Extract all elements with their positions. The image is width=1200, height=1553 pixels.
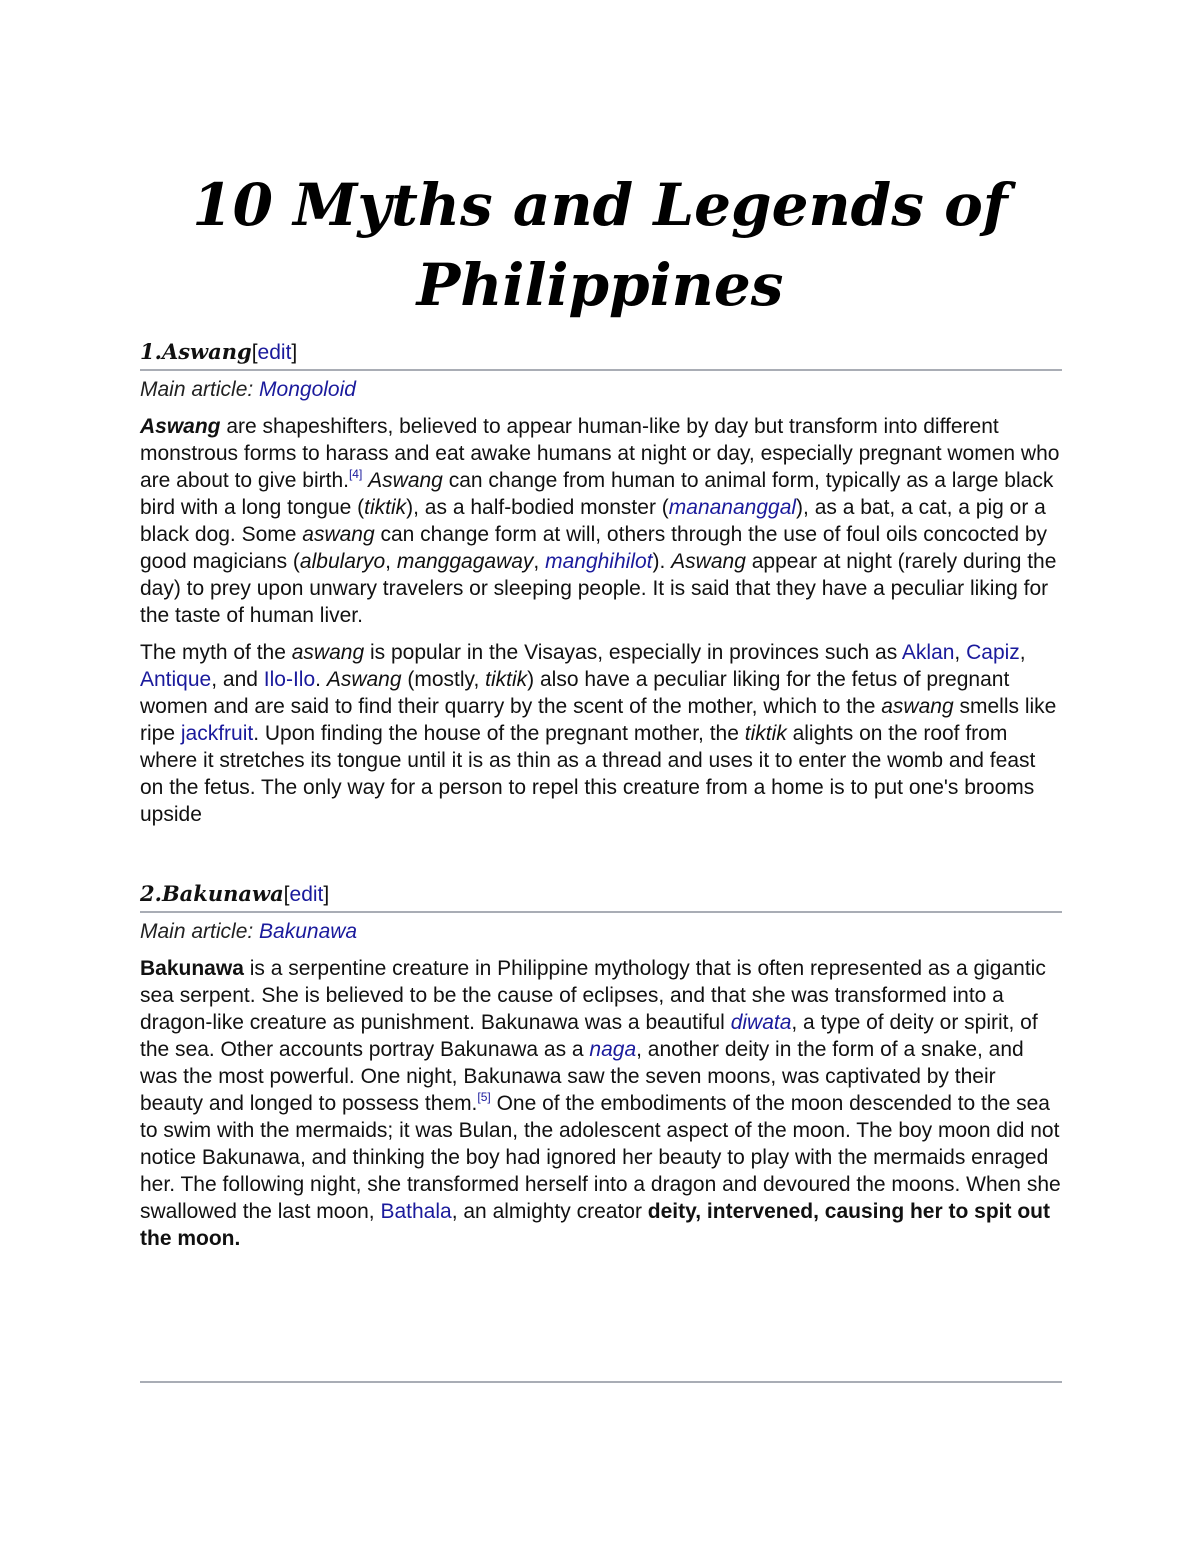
main-article-note xyxy=(140,917,1062,947)
text-run: , xyxy=(533,550,546,573)
text-run: alights on the roof from where it stretches its tongue until it is as thin as a thread and uses it to enter the womb and feast on the fetus. The only way for a person to repel this creature from a home is to put one's brooms upside xyxy=(140,722,1036,826)
term: albularyo xyxy=(299,550,386,573)
text-run: ) also have a peculiar liking for the fetus of pregnant women and are said to find their quarry by the scent of the mother, which to the xyxy=(140,668,1010,718)
edit-link[interactable]: edit xyxy=(289,883,324,906)
citation-link[interactable]: [5] xyxy=(477,1090,491,1104)
inline-link[interactable]: Bathala xyxy=(380,1200,452,1223)
citation-link[interactable]: [4] xyxy=(348,467,363,481)
term: manggagaway xyxy=(396,550,534,573)
text-run: ), as a bat, a cat, a pig or a black dog. Some xyxy=(140,496,1046,546)
text-run: , and xyxy=(211,668,264,691)
edit-bracket-close: ] xyxy=(323,883,330,906)
text-run: , another deity in the form of a snake, and was the most powerful. One night, Bakunawa saw the seven moons, was captivated by their beauty and longed to possess them. xyxy=(140,1038,1024,1115)
paragraph xyxy=(140,413,1062,629)
inline-link[interactable]: Ilo-Ilo xyxy=(263,668,316,691)
edit-bracket-open: [ xyxy=(251,341,258,364)
text-run: can change form at will, others through the use of foul oils concocted by good magicians ( xyxy=(140,523,1048,573)
text-run: are shapeshifters, believed to appear human-like by day but transform into different monstrous forms to harass and eat awake humans at night or day, especially pregnant women who are about to give birth. xyxy=(140,415,1060,492)
main-article-prefix: Main article: xyxy=(140,378,260,401)
bold-text-run: deity, intervened, causing her to spit out the moon. xyxy=(140,1200,1050,1250)
text-run: can change from human to animal form, typically as a large black bird with a long tongue ( xyxy=(140,469,1054,519)
section-bakunawa xyxy=(140,880,1062,1252)
inline-link[interactable]: manghihilot xyxy=(545,550,653,573)
text-run: . Upon finding the house of the pregnant mother, the xyxy=(253,722,745,745)
main-article-link[interactable]: Mongoloid xyxy=(259,378,356,401)
paragraph xyxy=(140,955,1062,1252)
text-run: , a type of deity or spirit, of the sea. Other accounts portray Bakunawa as a xyxy=(140,1011,1038,1061)
edit-bracket-open: [ xyxy=(283,883,290,906)
footer-divider xyxy=(140,1381,1062,1383)
text-run: , xyxy=(1019,641,1026,664)
text-run: (mostly, xyxy=(401,668,486,691)
text-run: is a serpentine creature in Philippine mythology that is often represented as a gigantic sea serpent. She is believed to be the cause of eclipses, and that she was transformed into a dragon-like creature as punishment. Bakunawa was a beautiful xyxy=(140,957,1046,1034)
section-number: 2. xyxy=(140,881,162,906)
text-run: ). xyxy=(652,550,672,573)
section-heading xyxy=(140,338,1062,371)
inline-link[interactable]: jackfruit xyxy=(180,722,254,745)
inline-link[interactable]: Antique xyxy=(140,668,212,691)
main-article-link[interactable]: Bakunawa xyxy=(259,920,358,943)
text-run: The myth of the xyxy=(140,641,292,664)
inline-link[interactable]: manananggal xyxy=(668,496,797,519)
text-run: ), as a half-bodied monster ( xyxy=(406,496,669,519)
text-run: , xyxy=(954,641,967,664)
term: tiktik xyxy=(485,668,528,691)
edit-link[interactable]: edit xyxy=(257,341,292,364)
section-title: Aswang xyxy=(161,339,252,364)
term: aswang xyxy=(881,695,954,718)
inline-link[interactable]: diwata xyxy=(730,1011,792,1034)
term: aswang xyxy=(291,641,365,664)
inline-link[interactable]: Capiz xyxy=(966,641,1020,664)
main-article-note xyxy=(140,375,1062,405)
section-aswang xyxy=(140,338,1062,828)
text-run: , an almighty creator xyxy=(451,1200,648,1223)
inline-link[interactable]: naga xyxy=(589,1038,637,1061)
edit-bracket-close: ] xyxy=(291,341,298,364)
term: Aswang xyxy=(326,668,402,691)
text-run: smells like ripe xyxy=(140,695,1057,745)
term: Aswang xyxy=(671,550,746,573)
text-run: . xyxy=(315,668,327,691)
term: Bakunawa xyxy=(140,957,244,980)
term: tiktik xyxy=(364,496,407,519)
paragraph xyxy=(140,639,1062,828)
text-run: is popular in the Visayas, especially in provinces such as xyxy=(364,641,902,664)
text-run: One of the embodiments of the moon descended to the sea to swim with the mermaids; it was Bulan, the adolescent aspect of the moon. The boy moon did not notice Bakunawa, and thinking the boy had ignored her beauty to play with the mermaids enraged her. The following night, she transformed herself into a dragon and devoured the moons. When she swallowed the last moon, xyxy=(140,1092,1061,1223)
text-run: appear at night (rarely during the day) to prey upon unwary travelers or sleeping people. It is said that they have a peculiar liking for the taste of human liver. xyxy=(140,550,1057,627)
main-article-prefix: Main article: xyxy=(140,920,260,943)
term: tiktik xyxy=(744,722,787,745)
term: Aswang xyxy=(140,415,221,438)
term: aswang xyxy=(302,523,375,546)
inline-link[interactable]: Aklan xyxy=(901,641,955,664)
term: Aswang xyxy=(368,469,443,492)
section-number: 1. xyxy=(140,339,162,364)
section-title: Bakunawa xyxy=(161,881,284,906)
page-title: 10 Myths and Legends of Philippines xyxy=(192,171,1008,319)
section-heading xyxy=(140,880,1062,913)
text-run: , xyxy=(385,550,397,573)
